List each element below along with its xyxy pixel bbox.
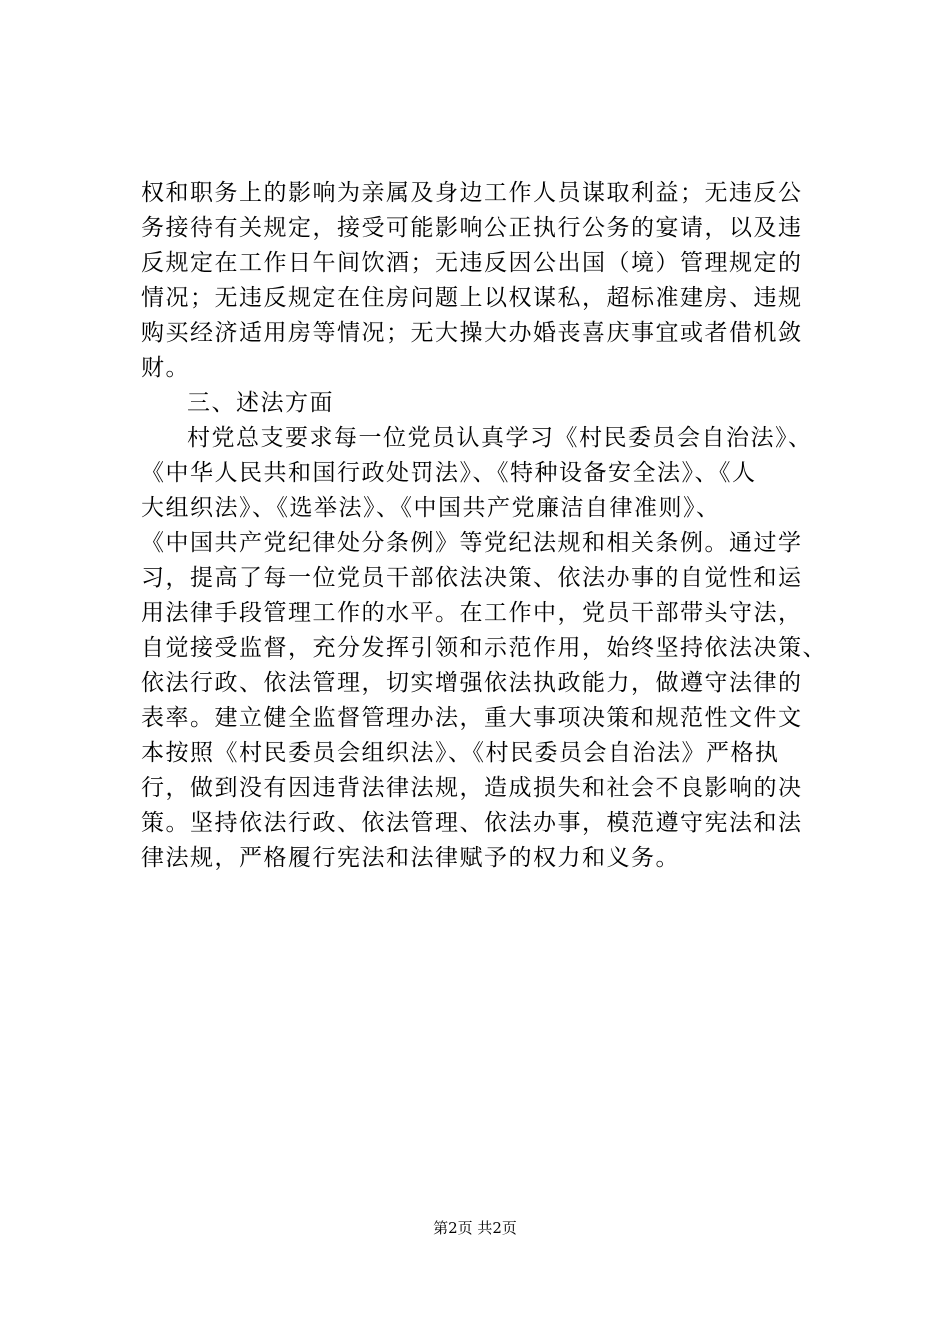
text-line: 《中国共产党纪律处分条例》等党纪法规和相关条例。通过学: [141, 530, 803, 556]
text-line: 依法行政、依法管理，切实增强依法执政能力，做遵守法律的: [141, 670, 803, 696]
text-line: 村党总支要求每一位党员认真学习《村民委员会自治法》、: [187, 425, 813, 451]
text-line: 《中华人民共和国行政处罚法》、《特种设备安全法》、《人: [141, 460, 757, 486]
text-line: 策。坚持依法行政、依法管理、依法办事，模范遵守宪法和法: [141, 810, 803, 836]
section-heading: 三、述法方面: [187, 390, 334, 416]
text-line: 习，提高了每一位党员干部依法决策、依法办事的自觉性和运: [141, 565, 803, 591]
text-line: 大组织法》、《选举法》、《中国共产党廉洁自律准则》、: [141, 495, 721, 521]
text-line: 行，做到没有因违背法律法规，造成损失和社会不良影响的决: [141, 775, 803, 801]
page-footer: [0, 1218, 950, 1238]
text-line: 用法律手段管理工作的水平。在工作中，党员干部带头守法，: [141, 600, 803, 626]
text-line: 表率。建立健全监督管理办法，重大事项决策和规范性文件文: [141, 705, 803, 731]
text-line: 本按照《村民委员会组织法》、《村民委员会自治法》严格执: [141, 740, 780, 766]
page-total: 共2页: [477, 1219, 517, 1237]
text-line: 自觉接受监督，充分发挥引领和示范作用，始终坚持依法决策、: [141, 635, 827, 661]
text-line: 律法规，严格履行宪法和法律赋予的权力和义务。: [141, 845, 680, 871]
text-line: 权和职务上的影响为亲属及身边工作人员谋取利益；无违反公: [141, 180, 803, 206]
page-number: 第2页: [433, 1219, 473, 1237]
text-line: 财。: [141, 355, 190, 381]
document-body: [141, 176, 841, 876]
text-line: 反规定在工作日午间饮酒；无违反因公出国（境）管理规定的: [141, 250, 803, 276]
text-line: 购买经济适用房等情况；无大操大办婚丧喜庆事宜或者借机敛: [141, 320, 803, 346]
text-line: 务接待有关规定，接受可能影响公正执行公务的宴请，以及违: [141, 215, 803, 241]
text-line: 情况；无违反规定在住房问题上以权谋私，超标准建房、违规: [141, 285, 803, 311]
